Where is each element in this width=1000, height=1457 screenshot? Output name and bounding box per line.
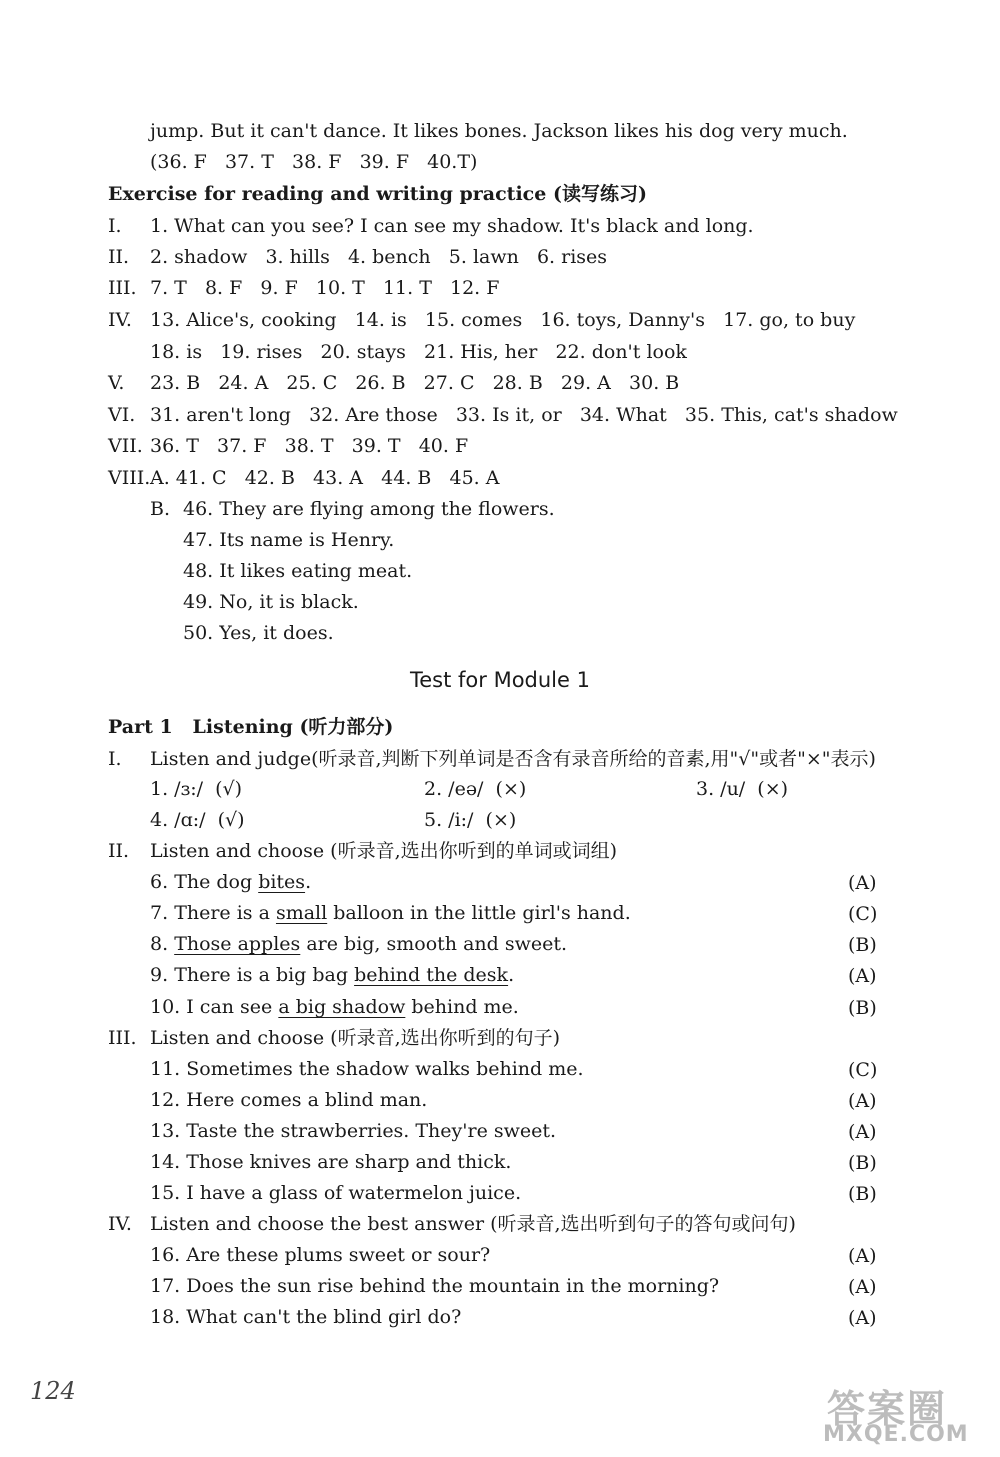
sec3-answer-11: (C) [848,1059,878,1081]
sec4-item-18: 18. What can't the blind girl do? [150,1306,462,1328]
item-number: 8. [150,933,169,955]
item-text: I can see [186,996,279,1018]
exercise-roman-7: VII. [108,435,143,457]
underlined-phrase: a big shadow [278,996,406,1018]
reading-end-line-1: jump. But it can't dance. It likes bones. Jackson likes his dog very much. [150,120,848,142]
sec2-title: Listen and choose (听录音,选出你听到的单词或词组) [150,840,618,862]
sec1-item-4: 4. /ɑ:/ (√) [150,809,245,831]
item-text-end: balloon in the little girl's hand. [327,902,631,924]
exercise-roman-6: VI. [108,404,136,426]
item-text-end: . [508,964,515,986]
underlined-phrase: Those apples [174,933,301,955]
sec3-answer-15: (B) [848,1183,877,1205]
item-number: 7. [150,902,169,924]
exercise-row-8: A. 41. C 42. B 43. A 44. B 45. A [150,467,500,489]
item-text: There is a [174,902,276,924]
sec4-item-17: 17. Does the sun rise behind the mountain in the morning? [150,1275,720,1297]
sec2-item-6 [150,870,311,894]
sec1-item-1: 1. /ɜ:/ (√) [150,778,243,800]
exercise-roman-5: V. [108,372,125,394]
sec1-item-5: 5. /i:/ (×) [424,809,517,831]
sec3-item-15: 15. I have a glass of watermelon juice. [150,1182,522,1204]
sec3-answer-13: (A) [848,1121,877,1143]
item-text-end: behind me. [405,996,519,1018]
exercise-row-4: 13. Alice's, cooking 14. is 15. comes 16. toys, Danny's 17. go, to buy [150,309,856,331]
underlined-phrase: small [275,902,328,924]
sec3-item-14: 14. Those knives are sharp and thick. [150,1151,512,1173]
exercise-row-6: 31. aren't long 32. Are those 33. Is it, or 34. What 35. This, cat's shadow [150,404,898,426]
exercise-roman-4: IV. [108,309,132,331]
exercise-roman-3: III. [108,277,137,299]
watermark-line-1: 答案圈 [827,1387,948,1431]
sec4-answer-18: (A) [848,1307,877,1329]
sec2-answer-9: (A) [848,965,877,987]
test-title: Test for Module 1 [410,668,590,692]
exercise-row-7: 36. T 37. F 38. T 39. T 40. F [150,435,469,457]
part-b-47: 47. Its name is Henry. [183,529,395,551]
exercise-roman-1: I. [108,215,122,237]
sec3-item-11: 11. Sometimes the shadow walks behind me. [150,1058,584,1080]
sec3-answer-12: (A) [848,1090,877,1112]
sec4-item-16: 16. Are these plums sweet or sour? [150,1244,491,1266]
exercise-row-5: 23. B 24. A 25. C 26. B 27. C 28. B 29. A 30. B [150,372,680,394]
exercise-roman-2: II. [108,246,130,268]
sec4-answer-17: (A) [848,1276,877,1298]
sec2-item-10 [150,995,519,1019]
sec1-roman: I. [108,748,122,770]
exercise-title: Exercise for reading and writing practice (读写练习) [108,183,647,205]
reading-end-answers: (36. F 37. T 38. F 39. F 40.T) [150,151,478,173]
underlined-phrase: bites [258,871,306,893]
part-b-49: 49. No, it is black. [183,591,359,613]
sec1-title: Listen and judge(听录音,判断下列单词是否含有录音所给的音素,用"√"或者"×"表示) [150,748,876,770]
exercise-row-2: 2. shadow 3. hills 4. bench 5. lawn 6. rises [150,246,608,268]
sec2-answer-8: (B) [848,934,877,956]
item-text: The dog [174,871,259,893]
watermark-line-2: MXQE.COM [823,1422,969,1447]
sec4-title: Listen and choose the best answer (听录音,选出听到句子的答句或问句) [150,1213,796,1235]
sec2-item-9 [150,963,514,987]
item-text-end: are big, smooth and sweet. [300,933,568,955]
sec2-roman: II. [108,840,130,862]
sec3-item-12: 12. Here comes a blind man. [150,1089,428,1111]
sec3-item-13: 13. Taste the strawberries. They're sweet. [150,1120,557,1142]
exercise-roman-8: VIII. [108,467,151,489]
exercise-row-3: 7. T 8. F 9. F 10. T 11. T 12. F [150,277,500,299]
sec3-title: Listen and choose (听录音,选出你听到的句子) [150,1027,561,1049]
part-b-48: 48. It likes eating meat. [183,560,413,582]
item-number: 9. [150,964,169,986]
watermark-logo [815,1378,995,1450]
exercise-row-1: 1. What can you see? I can see my shadow. It's black and long. [150,215,754,237]
item-number: 6. [150,871,169,893]
part-b-46: 46. They are flying among the flowers. [183,498,555,520]
part-b-50: 50. Yes, it does. [183,622,334,644]
underlined-phrase: behind the desk [354,964,509,986]
sec4-answer-16: (A) [848,1245,877,1267]
item-number: 10. [150,996,181,1018]
sec2-item-8 [150,932,567,956]
sec2-answer-10: (B) [848,997,877,1019]
exercise-row-4b: 18. is 19. rises 20. stays 21. His, her 22. don't look [150,341,687,363]
sec3-answer-14: (B) [848,1152,877,1174]
sec3-roman: III. [108,1027,137,1049]
sec2-answer-6: (A) [848,872,877,894]
item-text-end: . [305,871,312,893]
sec1-item-3: 3. /u/ (×) [696,778,789,800]
item-text: There is a big bag [174,964,355,986]
part-b-label: B. [150,498,171,520]
page-number: 124 [30,1377,76,1405]
part1-title: Part 1 Listening (听力部分) [108,716,394,738]
sec2-item-7 [150,901,631,925]
sec1-item-2: 2. /eə/ (×) [424,778,527,800]
sec2-answer-7: (C) [848,903,878,925]
sec4-roman: IV. [108,1213,132,1235]
